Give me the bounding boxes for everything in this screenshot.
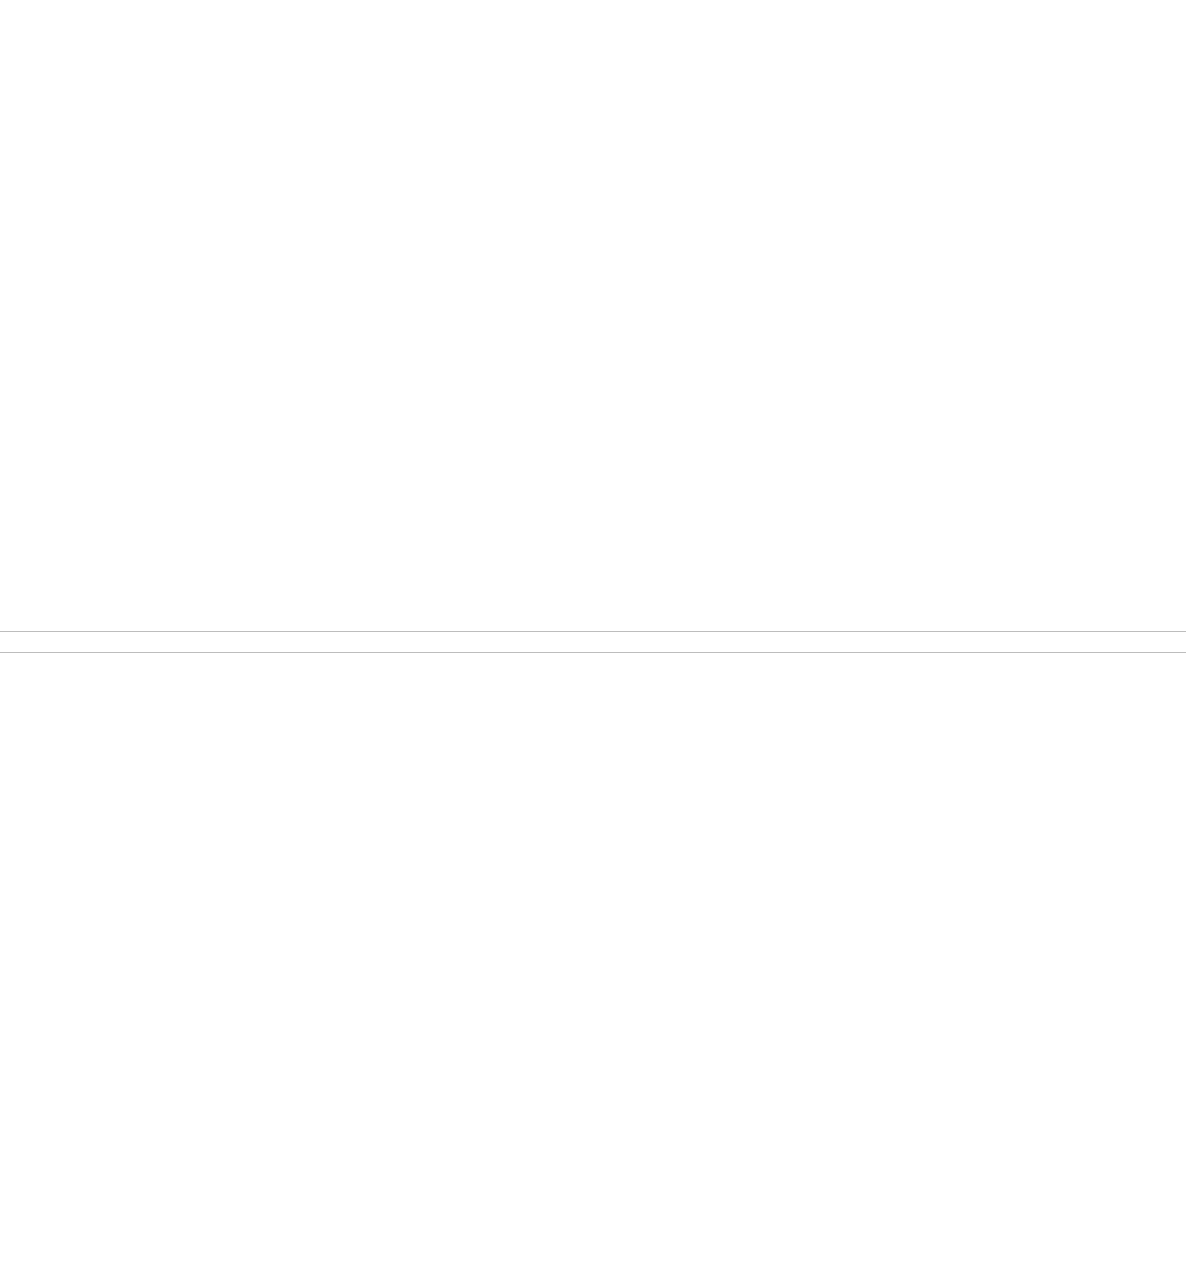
bottom-spreadsheet-panel <box>0 652 1186 1286</box>
panel-gap <box>0 632 1186 652</box>
top-spreadsheet-panel <box>0 0 1186 632</box>
